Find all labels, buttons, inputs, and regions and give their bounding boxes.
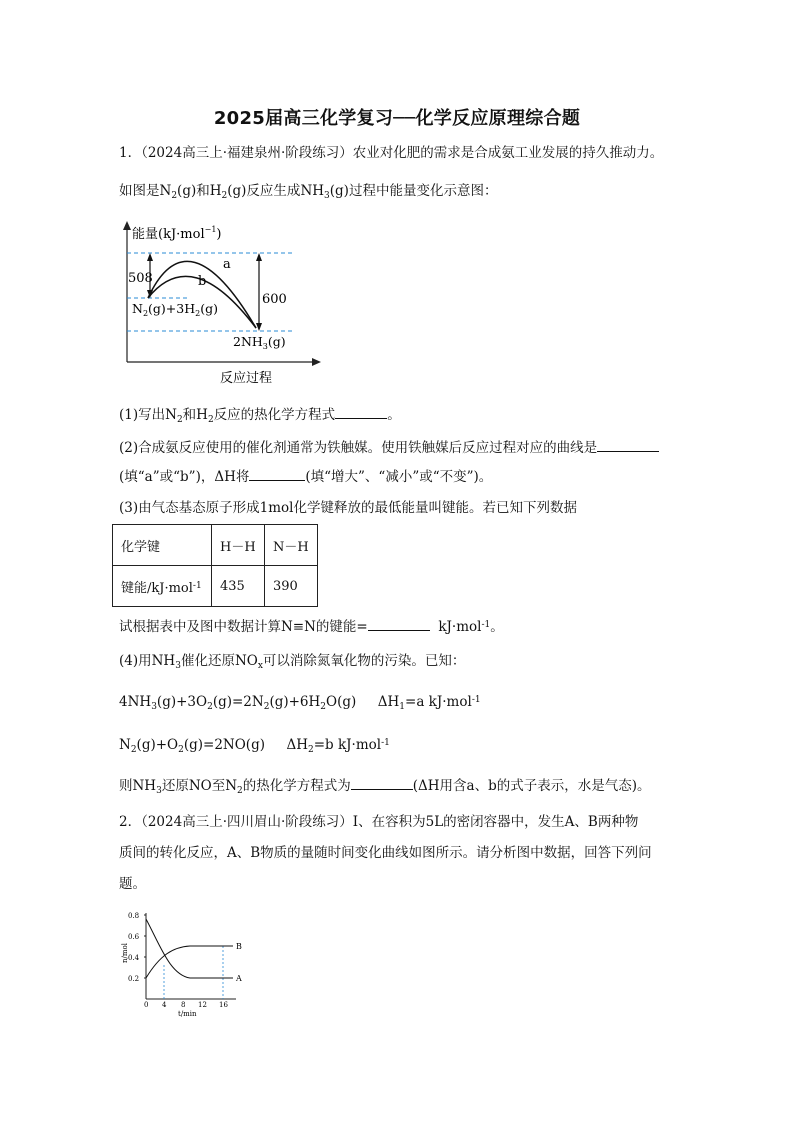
label-508: 508 (128, 271, 153, 286)
curve-B (146, 946, 233, 978)
label-600: 600 (262, 292, 287, 307)
x-axis-label: 反应过程 (220, 371, 273, 386)
label-A: A (236, 974, 242, 983)
answer-blank[interactable] (597, 437, 659, 452)
x-tick: 4 (162, 1001, 167, 1009)
energy-diagram (110, 215, 330, 390)
table-cell: 435 (212, 566, 265, 607)
q1-intro: 1．（2024高三上·福建泉州·阶段练习）农业对化肥的需求是合成氨工业发展的持久推动力。 (119, 145, 664, 161)
page-title: 2025届高三化学复习──化学反应原理综合题 (213, 108, 581, 129)
table-cell: 390 (265, 566, 318, 607)
equation-1: $4NH_3(g)+3O_2(g)=2N_2(g)+6H_2O(g)$ $\Delta H_1=a$ kJ·mol$^{-1}$ (119, 694, 481, 712)
y-axis-label: n/mol (121, 943, 129, 963)
label-B: B (236, 942, 242, 951)
reactants-label: $N_2(g)+3H_2(g)$ (132, 301, 218, 318)
y-tick: 0.8 (128, 912, 140, 920)
bond-energy-table (112, 524, 318, 607)
answer-blank[interactable] (335, 404, 387, 419)
equation-2: $N_2(g)+O_2(g)=2NO(g)$ $\Delta H_2=b$ kJ·mol$^{-1}$ (119, 737, 390, 755)
x-axis-label: t/min (178, 1010, 197, 1018)
y-tick: 0.4 (128, 954, 140, 962)
q2-line-1: 2．（2024高三上·四川眉山·阶段练习）Ⅰ、在容积为5L的密闭容器中，发生A、B两种物 (119, 814, 639, 830)
q1-part3: (3)由气态基态原子形成1mol化学键释放的最低能量叫键能。若已知下列数据 (119, 500, 577, 516)
y-tick: 0.2 (128, 975, 140, 983)
y-tick: 0.6 (128, 933, 140, 941)
amount-time-chart (118, 905, 258, 1020)
q1-part1: (1)写出$N_2$和$H_2$反应的热化学方程式 。 (119, 404, 401, 430)
q1-part2: (2)合成氨反应使用的催化剂通常为铁触媒。使用铁触媒后反应过程对应的曲线是 (119, 437, 659, 458)
table-row (113, 525, 318, 566)
curve-a-label: a (223, 257, 231, 272)
table-header: H－H (212, 525, 265, 566)
q1-part2-cont: (填“a”或“b”)，ΔH将 (填“增大”、“减小”或“不变”)。 (119, 466, 492, 487)
y-axis-label: 能量(kJ·mol$^{-1}$) (132, 225, 222, 242)
product-label: $2NH_3(g)$ (233, 334, 286, 351)
q2-line-2: 质间的转化反应，A、B物质的量随时间变化曲线如图所示。请分析图中数据，回答下列问 (119, 845, 652, 861)
q1-part4-question: 则$NH_3$还原NO至$N_2$的热化学方程式为 (ΔH用含a、b的式子表示，水是气态)。 (119, 775, 651, 801)
table-header: 化学键 (113, 525, 212, 566)
q1-intro-2: 如图是$N_2(g)$和$H_2(g)$反应生成$NH_3(g)$过程中能量变化示意图： (119, 183, 498, 201)
curve-b-label: b (198, 274, 207, 289)
x-tick: 8 (181, 1001, 186, 1009)
x-tick: 12 (198, 1001, 207, 1009)
answer-blank[interactable] (351, 775, 413, 790)
q1-part4: (4)用$NH_3$催化还原$NO_x$可以消除氮氧化物的污染。已知： (119, 653, 466, 671)
table-cell: 键能/kJ·mol$^{-1}$ (113, 566, 212, 607)
q2-line-3: 题。 (119, 876, 146, 892)
curve-A (146, 919, 233, 978)
table-header: N－H (265, 525, 318, 566)
x-tick: 16 (219, 1001, 228, 1009)
answer-blank[interactable] (249, 466, 305, 481)
q1-part3-calc: 试根据表中及图中数据计算N≡N的键能= kJ·mol$^{-1}$。 (119, 615, 504, 637)
curve-a (148, 261, 256, 328)
table-row (113, 566, 318, 607)
answer-blank[interactable] (368, 616, 430, 631)
x-tick: 0 (144, 1001, 149, 1009)
